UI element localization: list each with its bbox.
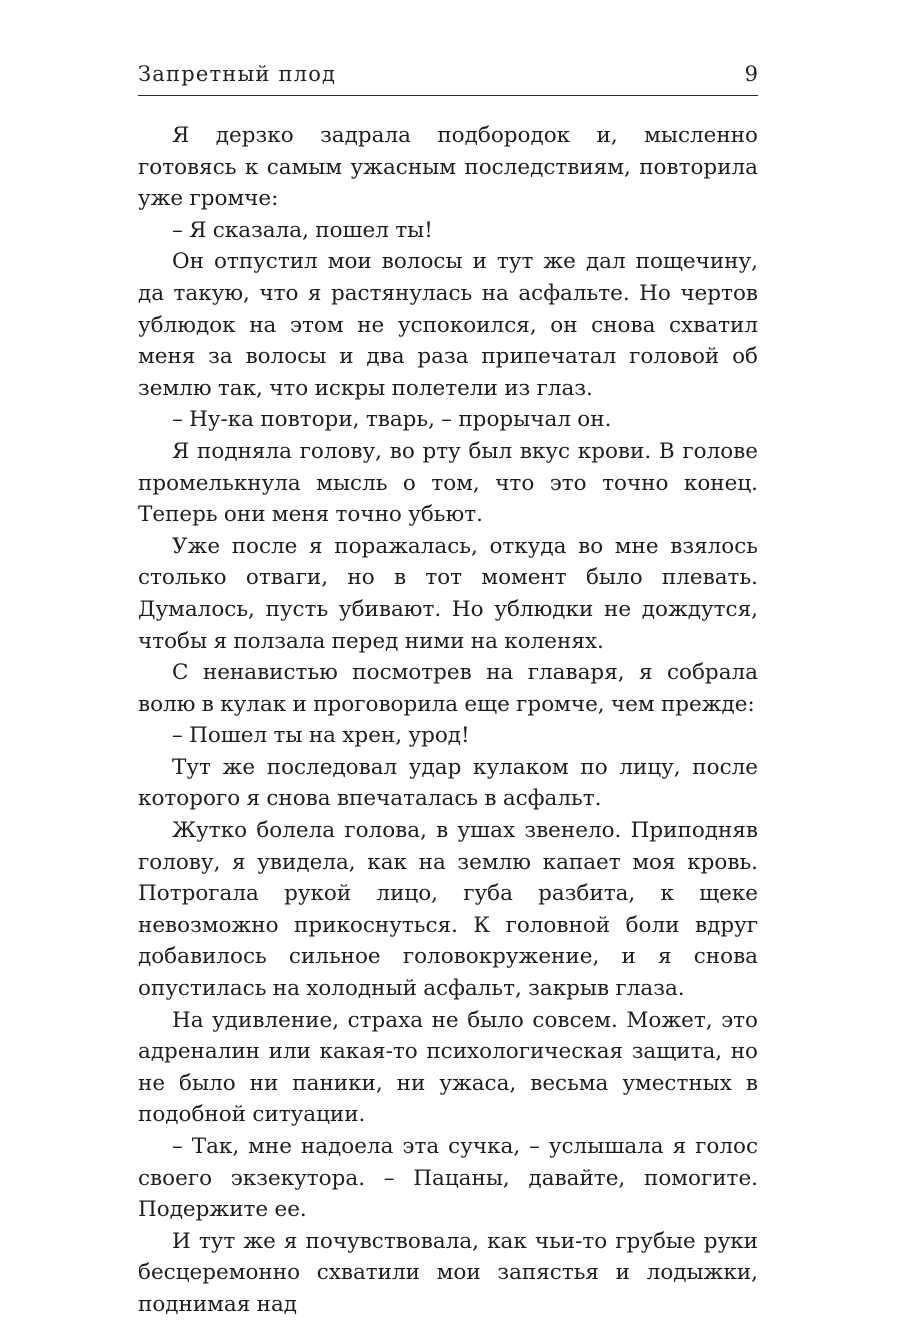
paragraph: – Я сказала, пошел ты! [172,217,433,243]
book-title: Запретный плод [138,62,337,86]
paragraph: – Так, мне надоела эта сучка, – услышала я голос своего экзекутора. – Пацаны, давайте, помогите. Подержите ее. [138,1134,758,1223]
paragraph: Тут же последовал удар кулаком по лицу, после которого я снова впечаталась в асфальт. [138,754,758,812]
paragraph: Я дерзко задрала подбородок и, мысленно готовясь к самым ужасным последствиям, повторила уже громче: [138,123,758,212]
paragraph: Жутко болела голова, в ушах звенело. Приподняв голову, я увидела, как на землю капает моя кровь. Потрогала рукой лицо, губа разбита, к щеке невозможно прикоснуться. К головной боли вдруг добавилось сильное головокружение, и я снова опустилась на холодный асфальт, закрыв глаза. [138,818,758,1002]
body-text [138,120,758,1321]
paragraph: И тут же я почувствовала, как чьи-то грубые руки бесцеремонно схватили мои запястья и лодыжки, поднимая над [138,1228,758,1317]
paragraph: На удивление, страха не было совсем. Может, это адреналин или какая-то психологическая защита, но не было ни паники, ни ужаса, весьма уместных в подобной ситуации. [138,1007,758,1128]
paragraph: С ненавистью посмотрев на главаря, я собрала волю в кулак и проговорила еще громче, чем прежде: [138,660,758,717]
paragraph: Он отпустил мои волосы и тут же дал пощечину, да такую, что я растянулась на асфальте. Но чертов ублюдок на этом не успокоился, он снова схватил меня за волосы и два раза припечатал головой об землю так, что искры полетели из глаз. [138,249,758,401]
running-header [138,62,758,96]
paragraph: Я подняла голову, во рту был вкус крови. В голове промелькнула мысль о том, что это точно конец. Теперь они меня точно убьют. [138,438,758,528]
book-page [138,62,758,1321]
paragraph: Уже после я поражалась, откуда во мне взялось столько отваги, но в тот момент было плевать. Думалось, пусть убивают. Но ублюдки не дождутся, чтобы я ползала перед ними на коленях. [138,533,758,654]
paragraph: – Пошел ты на хрен, урод! [172,723,470,749]
page-number: 9 [744,62,758,86]
paragraph: – Ну-ка повтори, тварь, – прорычал он. [172,407,612,433]
